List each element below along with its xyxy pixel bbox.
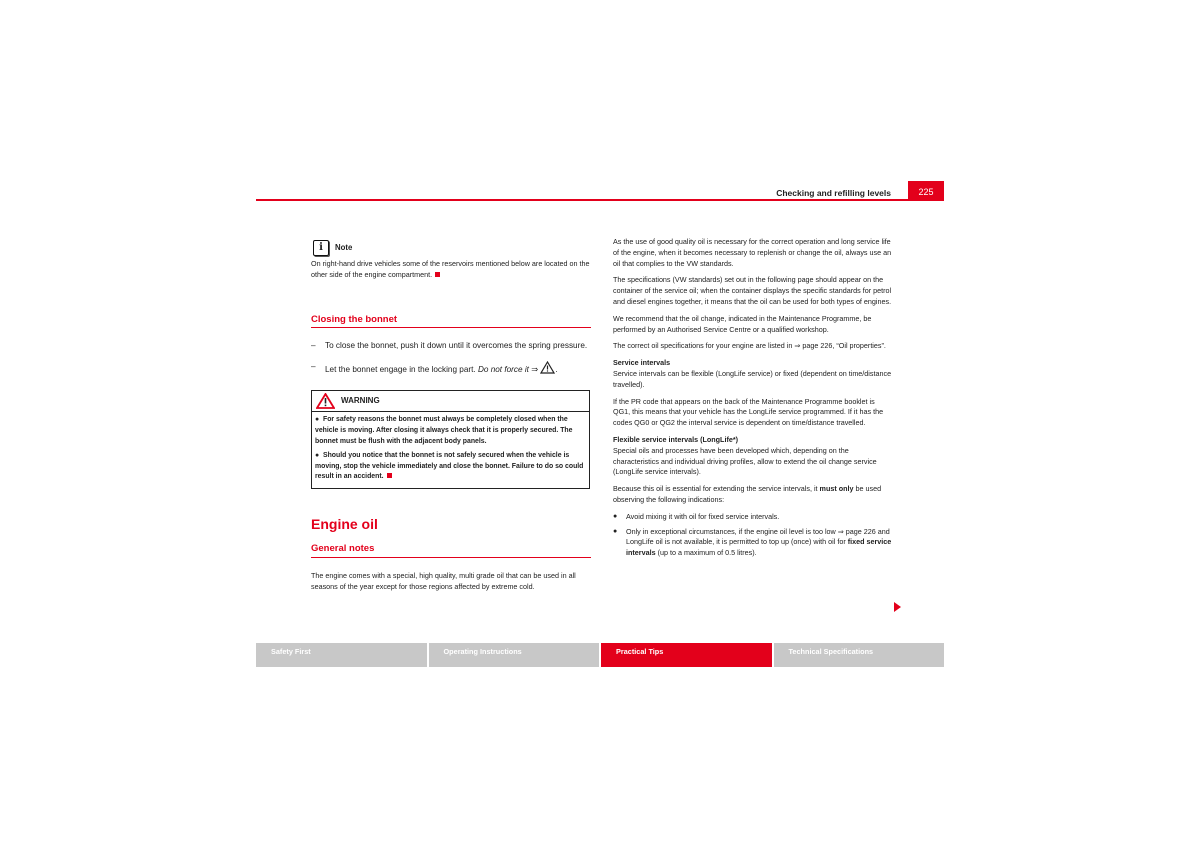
right-column bbox=[613, 237, 893, 563]
warning-triangle-icon bbox=[316, 393, 335, 409]
note-header bbox=[311, 239, 591, 257]
flexible-intervals-heading: Flexible service intervals (LongLife*) bbox=[613, 434, 739, 444]
closing-bonnet-heading: Closing the bonnet bbox=[311, 315, 591, 329]
tab-technical-specifications[interactable]: Technical Specifications bbox=[774, 643, 945, 667]
general-notes-heading: General notes bbox=[311, 544, 591, 558]
continue-arrow-icon bbox=[894, 602, 901, 612]
paragraph: The correct oil specifications for your engine are listed in ⇒ page 226, “Oil properties”. bbox=[613, 341, 886, 351]
section-tabs bbox=[256, 643, 944, 667]
paragraph: If the PR code that appears on the back of the Maintenance Programme booklet is QG1, this means that your vehicle has the LongLife service programmed. If it has the codes QG0 or QG2 the interval service is dependent on time/distance travelled. bbox=[613, 396, 884, 428]
paragraph: Service intervals can be flexible (LongLife service) or fixed (dependent on time/distance travelled). bbox=[613, 368, 892, 389]
tab-operating-instructions[interactable]: Operating Instructions bbox=[429, 643, 600, 667]
closing-step-1: To close the bonnet, push it down until it overcomes the spring pressure. bbox=[325, 341, 588, 351]
warning-box bbox=[311, 390, 590, 489]
warning-title: WARNING bbox=[341, 395, 380, 405]
list-item: – To close the bonnet, push it down until it overcomes the spring pressure. bbox=[311, 341, 588, 351]
paragraph: As the use of good quality oil is necessary for the correct operation and long service life of the engine, when it becomes necessary to replenish or change the oil, always use an oil that complies to the VW standards. bbox=[613, 237, 892, 268]
engine-oil-heading: Engine oil bbox=[311, 516, 378, 533]
end-mark-icon bbox=[435, 272, 440, 277]
list-item: ● Avoid mixing it with oil for fixed service intervals. bbox=[613, 511, 780, 521]
general-notes-text: The engine comes with a special, high quality, multi grade oil that can be used in all seasons of the year except for those regions affected by extreme cold. bbox=[311, 570, 576, 591]
tab-practical-tips[interactable]: Practical Tips bbox=[601, 643, 772, 667]
service-intervals-heading: Service intervals bbox=[613, 358, 671, 368]
paragraph: Because this oil is essential for extending the service intervals, it must only be used observing the following indications: bbox=[613, 484, 882, 504]
left-column bbox=[311, 239, 591, 598]
note-title: Note bbox=[335, 242, 353, 252]
note-text: On right-hand drive vehicles some of the reservoirs mentioned below are located on the other side of the engine compartment. bbox=[311, 259, 590, 279]
info-icon: i bbox=[313, 240, 329, 256]
tab-safety-first[interactable]: Safety First bbox=[256, 643, 427, 667]
warning-triangle-icon[interactable] bbox=[540, 361, 555, 374]
list-item: ● Only in exceptional circumstances, if the engine oil level is too low ⇒ page 226 and LongLife oil is not available, it is permitted to top up (once) with oil for fixed service intervals (up to a maximum of 0.5 litres). bbox=[613, 526, 892, 558]
warning-item: ● For safety reasons the bonnet must always be completely closed when the vehicle is moving. After closing it always check that it is properly secured. The bonnet must be flush with the adjacent body panels. bbox=[315, 416, 573, 445]
warning-item: ● Should you notice that the bonnet is not safely secured when the vehicle is moving, stop the vehicle immediately and close the bonnet. Failure to do so could result in an accident. bbox=[315, 451, 584, 481]
warning-header bbox=[312, 391, 589, 412]
paragraph: Special oils and processes have been developed which, depending on the characteristics and individual driving profiles, allow to extend the oil change service (LongLife service intervals). bbox=[613, 445, 877, 477]
list-item: – Let the bonnet engage in the locking part. Do not force it ⇒ . bbox=[311, 362, 558, 375]
chapter-title: Checking and refilling levels bbox=[776, 188, 891, 198]
end-mark-icon bbox=[387, 473, 392, 478]
warning-body bbox=[312, 412, 589, 488]
paragraph: The specifications (VW standards) set out in the following page should appear on the container of the service oil; when the container displays the specific standards for petrol and diesel engines together, it means that the oil can be used for both types of engines. bbox=[613, 275, 892, 306]
closing-step-2: Let the bonnet engage in the locking part. Do not force it ⇒ . bbox=[325, 361, 558, 376]
paragraph: We recommend that the oil change, indicated in the Maintenance Programme, be performed by an Authorised Service Centre or a qualified workshop. bbox=[613, 313, 872, 334]
page-number: 225 bbox=[908, 181, 944, 201]
header-rule bbox=[256, 199, 944, 201]
